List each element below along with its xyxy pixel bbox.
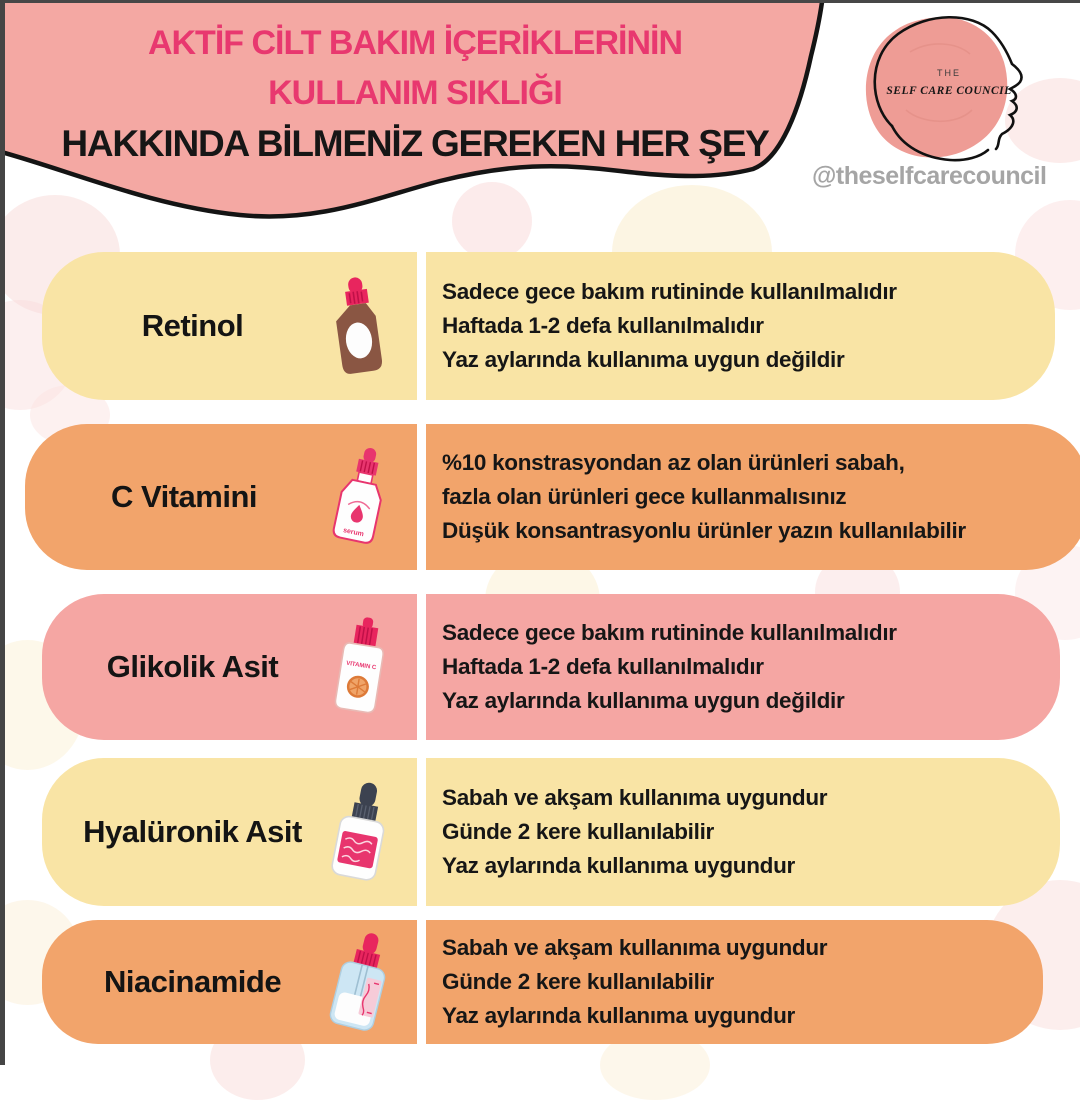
usage-info-pill: [426, 594, 1060, 740]
glycolic-pump-bottle-icon: [329, 617, 393, 717]
usage-line: %10 konstrasyondan az olan ürünleri sabah,: [442, 450, 905, 475]
ingredient-name: C Vitamini: [110, 479, 258, 514]
ingredient-name: Retinol: [141, 308, 244, 343]
ingredient-row-hyaluronik-asit: [0, 758, 1080, 906]
usage-line: Düşük konsantrasyonlu ürünler yazın kullanılabilir: [442, 518, 966, 543]
usage-line: Yaz aylarında kullanıma uygundur: [442, 1003, 796, 1028]
usage-line: Yaz aylarında kullanıma uygun değildir: [442, 347, 845, 372]
usage-info-pill: [426, 920, 1043, 1044]
usage-line: Sadece gece bakım rutininde kullanılmalıdır: [442, 279, 897, 304]
ingredient-name: Hyalüronik Asit: [83, 814, 302, 849]
usage-line: Yaz aylarında kullanıma uygun değildir: [442, 688, 845, 713]
screenshot-top-edge: [0, 0, 1080, 3]
screenshot-left-edge: [0, 0, 5, 1065]
usage-info-pill: [426, 758, 1060, 906]
usage-info-pill: [426, 424, 1080, 570]
usage-line: Günde 2 kere kullanılabilir: [442, 819, 714, 844]
ingredient-row-retinol: [0, 252, 1080, 400]
ingredient-row-niacinamide: [0, 920, 1080, 1044]
logo-the: THE: [937, 68, 961, 78]
svg-text:serum: serum: [342, 527, 365, 539]
header-titles: [0, 0, 830, 162]
svg-text:VITAMIN C: VITAMIN C: [345, 660, 377, 672]
usage-line: fazla olan ürünleri gece kullanmalısınız: [442, 484, 847, 509]
usage-line: Yaz aylarında kullanıma uygundur: [442, 853, 796, 878]
self-care-council-logo: [852, 10, 1052, 170]
usage-line: Haftada 1-2 defa kullanılmalıdır: [442, 654, 764, 679]
usage-line: Günde 2 kere kullanılabilir: [442, 969, 714, 994]
usage-line: Haftada 1-2 defa kullanılmalıdır: [442, 313, 764, 338]
instagram-handle: @theselfcarecouncil: [812, 162, 1047, 190]
usage-line: Sabah ve akşam kullanıma uygundur: [442, 785, 828, 810]
title-line-3: HAKKINDA BİLMENİZ GEREKEN HER ŞEY: [61, 123, 769, 164]
usage-line: Sabah ve akşam kullanıma uygundur: [442, 935, 828, 960]
ingredient-name: Glikolik Asit: [106, 649, 279, 684]
ingredient-name-pill: [42, 252, 417, 400]
ingredient-name-pill: [25, 424, 417, 570]
ingredient-row-glikolik-asit: [0, 594, 1080, 740]
ingredient-name-pill: [42, 758, 417, 906]
ingredient-name-pill: [42, 594, 417, 740]
usage-info-pill: [426, 252, 1055, 400]
ingredient-name-pill: [42, 920, 417, 1044]
vitamin-c-serum-icon: [329, 447, 393, 547]
usage-line: Sadece gece bakım rutininde kullanılmalıdır: [442, 620, 897, 645]
hyaluronic-dropper-icon: [329, 782, 393, 882]
ingredient-name: Niacinamide: [103, 964, 282, 999]
retinol-bottle-icon: [329, 276, 393, 376]
title-line-1: AKTİF CİLT BAKIM İÇERİKLERİNİN: [147, 24, 683, 62]
logo-name: SELF CARE COUNCIL: [886, 85, 1012, 97]
ingredient-row-c-vitamini: [0, 424, 1080, 570]
title-line-2: KULLANIM SIKLIĞI: [268, 74, 562, 112]
niacinamide-bottle-icon: [329, 932, 393, 1032]
